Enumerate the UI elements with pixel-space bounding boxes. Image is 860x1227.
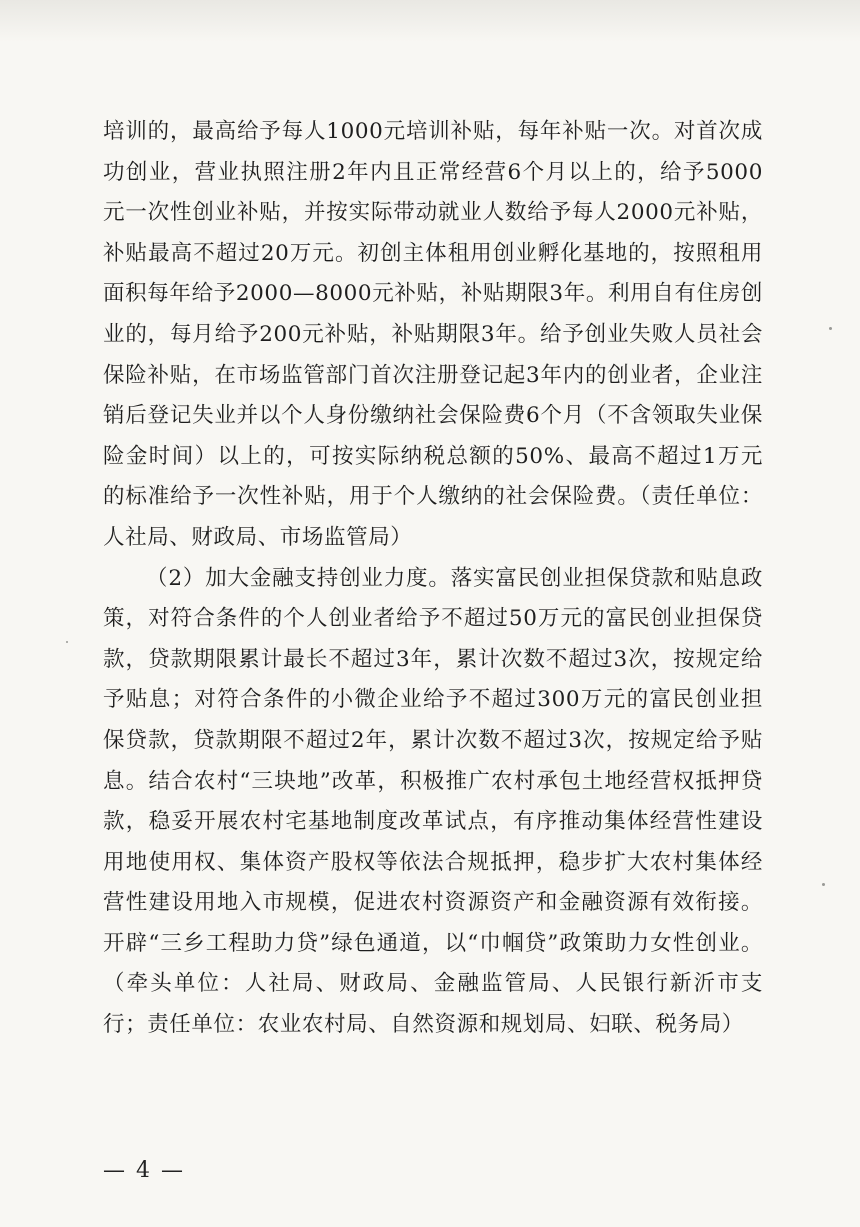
scan-speck [829, 327, 832, 330]
paragraph-entrepreneurship-subsidy: 培训的，最高给予每人1000元培训补贴，每年补贴一次。对首次成功创业，营业执照注册2年内且正常经营6个月以上的，给予5000元一次性创业补贴，并按实际带动就业人数给予每人2000元补贴，补贴最高不超过20万元。初创主体租用创业孵化基地的，按照租用面积每年给予2000—8000元补贴，补贴期限3年。利用自有住房创业的，每月给予200元补贴，补贴期限3年。给予创业失败人员社会保险补贴，在市场监管部门首次注册登记起3年内的创业者，企业注销后登记失业并以个人身份缴纳社会保险费6个月（不含领取失业保险金时间）以上的，可按实际纳税总额的50%、最高不超过1万元的标准给予一次性补贴，用于个人缴纳的社会保险费。（责任单位：人社局、财政局、市场监管局） [103, 119, 763, 550]
body-text [103, 112, 763, 1046]
scan-speck [66, 641, 68, 643]
scan-shadow-band [0, 0, 860, 42]
paragraph-financial-support: （2）加大金融支持创业力度。落实富民创业担保贷款和贴息政策，对符合条件的个人创业者给予不超过50万元的富民创业担保贷款，贷款期限累计最长不超过3年，累计次数不超过3次，按规定给予贴息；对符合条件的小微企业给予不超过300万元的富民创业担保贷款，贷款期限不超过2年，累计次数不超过3次，按规定给予贴息。结合农村“三块地”改革，积极推广农村承包土地经营权抵押贷款，稳妥开展农村宅基地制度改革试点，有序推动集体经营性建设用地使用权、集体资产股权等依法合规抵押，稳步扩大农村集体经营性建设用地入市规模，促进农村资源资产和金融资源有效衔接。开辟“三乡工程助力贷”绿色通道，以“巾帼贷”政策助力女性创业。（牵头单位：人社局、财政局、金融监管局、人民银行新沂市支行；责任单位：农业农村局、自然资源和规划局、妇联、税务局） [103, 565, 763, 1038]
scan-speck [822, 883, 825, 886]
page-number: — 4 — [103, 1158, 185, 1183]
